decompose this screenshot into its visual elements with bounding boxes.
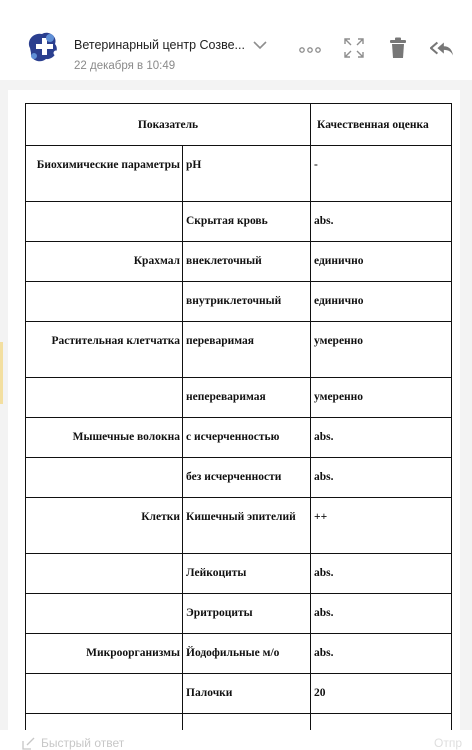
indicator-cell xyxy=(26,282,183,322)
dots-icon xyxy=(299,46,321,54)
quick-reply-label: Быстрый ответ xyxy=(41,736,125,750)
table-row xyxy=(26,146,452,202)
assessment-cell xyxy=(311,714,452,731)
table-row xyxy=(26,594,452,634)
reply-all-button[interactable] xyxy=(430,39,454,59)
table-row xyxy=(26,378,452,418)
message-header xyxy=(0,0,472,80)
indicator-cell xyxy=(26,674,183,714)
subindicator-cell: без исчерченности xyxy=(183,458,311,498)
indicator-cell xyxy=(26,202,183,242)
table-row xyxy=(26,418,452,458)
subindicator-cell: с исчерченностью xyxy=(183,418,311,458)
subindicator-cell xyxy=(183,714,311,731)
document-page xyxy=(8,90,460,730)
assessment-cell: единично xyxy=(311,242,452,282)
indicator-cell xyxy=(26,378,183,418)
reply-all-icon xyxy=(430,40,454,58)
indicator-cell: Мышечные волокна xyxy=(26,418,183,458)
quick-reply-button[interactable] xyxy=(22,736,124,750)
column-header-assessment: Качественная оценка xyxy=(311,104,452,146)
scroll-marker xyxy=(0,342,3,404)
attachment-viewer[interactable] xyxy=(0,80,472,730)
table-row xyxy=(26,634,452,674)
assessment-cell: abs. xyxy=(311,458,452,498)
sender-name[interactable]: Ветеринарный центр Созве... xyxy=(74,38,245,52)
assessment-cell: умеренно xyxy=(311,322,452,378)
subindicator-cell: переваримая xyxy=(183,322,311,378)
clinic-logo-icon xyxy=(22,26,64,68)
message-date: 22 декабря в 10:49 xyxy=(74,60,176,72)
indicator-cell xyxy=(26,458,183,498)
indicator-cell xyxy=(26,714,183,731)
table-row xyxy=(26,282,452,322)
table-row xyxy=(26,498,452,554)
table-header-row xyxy=(26,104,452,146)
assessment-cell: умеренно xyxy=(311,378,452,418)
indicator-cell: Биохимические параметры xyxy=(26,146,183,202)
assessment-cell: abs. xyxy=(311,594,452,634)
assessment-cell: abs. xyxy=(311,554,452,594)
subindicator-cell: Лейкоциты xyxy=(183,554,311,594)
indicator-cell: Клетки xyxy=(26,498,183,554)
table-row xyxy=(26,714,452,731)
subindicator-cell: Эритроциты xyxy=(183,594,311,634)
indicator-cell: Растительная клетчатка xyxy=(26,322,183,378)
subindicator-cell: непереваримая xyxy=(183,378,311,418)
subindicator-cell: Кишечный эпителий xyxy=(183,498,311,554)
subindicator-cell: Палочки xyxy=(183,674,311,714)
results-table xyxy=(25,103,452,730)
sender-info[interactable] xyxy=(74,36,274,72)
subindicator-cell: Йодофильные м/о xyxy=(183,634,311,674)
subindicator-cell: внеклеточный xyxy=(183,242,311,282)
more-button[interactable] xyxy=(298,40,322,60)
subindicator-cell: внутриклеточный xyxy=(183,282,311,322)
table-row xyxy=(26,242,452,282)
fullscreen-button[interactable] xyxy=(342,38,366,58)
table-row xyxy=(26,202,452,242)
send-button[interactable]: Отпр xyxy=(433,736,462,750)
trash-icon xyxy=(389,37,407,59)
indicator-cell xyxy=(26,594,183,634)
assessment-cell: единично xyxy=(311,282,452,322)
assessment-cell: abs. xyxy=(311,418,452,458)
indicator-cell: Крахмал xyxy=(26,242,183,282)
edit-icon xyxy=(22,737,35,750)
assessment-cell: 20 xyxy=(311,674,452,714)
fullscreen-icon xyxy=(343,37,365,59)
reply-bar xyxy=(0,730,472,750)
assessment-cell: - xyxy=(311,146,452,202)
indicator-cell: Микроорганизмы xyxy=(26,634,183,674)
assessment-cell: abs. xyxy=(311,634,452,674)
indicator-cell xyxy=(26,554,183,594)
sender-line[interactable] xyxy=(74,38,267,52)
chevron-down-icon[interactable] xyxy=(253,40,267,50)
assessment-cell: abs. xyxy=(311,202,452,242)
subindicator-cell: pH xyxy=(183,146,311,202)
table-row xyxy=(26,554,452,594)
table-row xyxy=(26,458,452,498)
subindicator-cell: Скрытая кровь xyxy=(183,202,311,242)
delete-button[interactable] xyxy=(386,38,410,58)
table-row xyxy=(26,674,452,714)
table-row xyxy=(26,322,452,378)
sender-avatar[interactable] xyxy=(22,26,64,68)
assessment-cell: ++ xyxy=(311,498,452,554)
column-header-indicator: Показатель xyxy=(26,104,311,146)
